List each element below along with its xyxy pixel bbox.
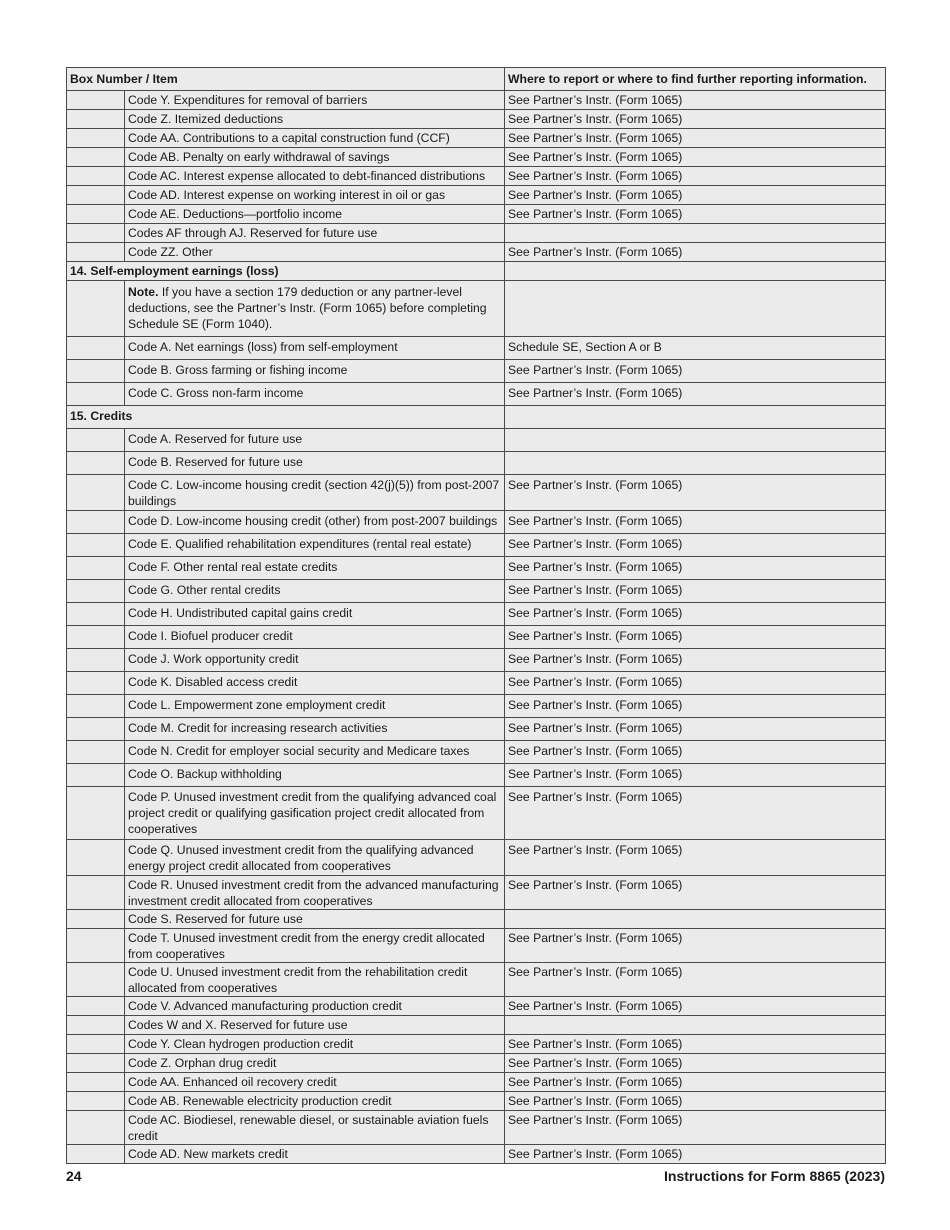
column-header-item: Box Number / Item — [67, 68, 505, 91]
item-cell: Codes W and X. Reserved for future use — [125, 1016, 505, 1035]
where-cell — [505, 429, 886, 452]
where-cell: See Partner’s Instr. (Form 1065) — [505, 360, 886, 383]
item-cell: Code G. Other rental credits — [125, 580, 505, 603]
item-cell: Code D. Low-income housing credit (other) from post-2007 buildings — [125, 511, 505, 534]
item-cell: Code F. Other rental real estate credits — [125, 557, 505, 580]
where-cell: See Partner’s Instr. (Form 1065) — [505, 167, 886, 186]
item-cell: Code AD. New markets credit — [125, 1145, 505, 1164]
where-cell: See Partner’s Instr. (Form 1065) — [505, 534, 886, 557]
footer-title: Instructions for Form 8865 (2023) — [664, 1168, 885, 1184]
where-cell: See Partner’s Instr. (Form 1065) — [505, 741, 886, 764]
where-cell: See Partner’s Instr. (Form 1065) — [505, 1035, 886, 1054]
table-row — [67, 110, 886, 129]
item-cell: Code AC. Biodiesel, renewable diesel, or sustainable aviation fuels credit — [125, 1111, 505, 1145]
note-row — [67, 281, 886, 337]
item-cell: Code P. Unused investment credit from the qualifying advanced coal project credit or qualifying gasification project credit allocated from cooperatives — [125, 787, 505, 840]
where-cell: See Partner’s Instr. (Form 1065) — [505, 626, 886, 649]
item-cell: Code AC. Interest expense allocated to debt-financed distributions — [125, 167, 505, 186]
item-cell: Code B. Gross farming or fishing income — [125, 360, 505, 383]
table-row — [67, 1145, 886, 1164]
table-row — [67, 167, 886, 186]
item-cell: Code K. Disabled access credit — [125, 672, 505, 695]
table-row — [67, 997, 886, 1016]
note-label: Note. — [128, 285, 159, 299]
table-row — [67, 580, 886, 603]
table-row — [67, 1016, 886, 1035]
where-cell: See Partner’s Instr. (Form 1065) — [505, 475, 886, 511]
item-cell: Code AA. Enhanced oil recovery credit — [125, 1073, 505, 1092]
table-row — [67, 603, 886, 626]
where-cell: Schedule SE, Section A or B — [505, 337, 886, 360]
where-cell: See Partner’s Instr. (Form 1065) — [505, 929, 886, 963]
where-cell: See Partner’s Instr. (Form 1065) — [505, 840, 886, 876]
item-cell: Code S. Reserved for future use — [125, 910, 505, 929]
where-cell: See Partner’s Instr. (Form 1065) — [505, 110, 886, 129]
reporting-table — [66, 67, 886, 1164]
item-cell: Code J. Work opportunity credit — [125, 649, 505, 672]
table-row — [67, 840, 886, 876]
where-cell — [505, 281, 886, 337]
where-cell — [505, 262, 886, 281]
where-cell: See Partner’s Instr. (Form 1065) — [505, 787, 886, 840]
table-row — [67, 1073, 886, 1092]
section-15-title: 15. Credits — [67, 406, 505, 429]
section-14-title: 14. Self-employment earnings (loss) — [67, 262, 505, 281]
item-cell: Code U. Unused investment credit from the rehabilitation credit allocated from cooperatives — [125, 963, 505, 997]
item-cell: Code B. Reserved for future use — [125, 452, 505, 475]
table-row — [67, 224, 886, 243]
table-row — [67, 534, 886, 557]
where-cell: See Partner’s Instr. (Form 1065) — [505, 205, 886, 224]
where-cell: See Partner’s Instr. (Form 1065) — [505, 603, 886, 626]
item-cell: Code AA. Contributions to a capital construction fund (CCF) — [125, 129, 505, 148]
where-cell: See Partner’s Instr. (Form 1065) — [505, 186, 886, 205]
item-cell: Code L. Empowerment zone employment credit — [125, 695, 505, 718]
table-row — [67, 929, 886, 963]
table-row — [67, 243, 886, 262]
item-cell: Code C. Low-income housing credit (section 42(j)(5)) from post-2007 buildings — [125, 475, 505, 511]
table-row — [67, 148, 886, 167]
where-cell: See Partner’s Instr. (Form 1065) — [505, 1073, 886, 1092]
item-cell: Code Z. Itemized deductions — [125, 110, 505, 129]
where-cell: See Partner’s Instr. (Form 1065) — [505, 997, 886, 1016]
item-cell: Code AD. Interest expense on working interest in oil or gas — [125, 186, 505, 205]
where-cell: See Partner’s Instr. (Form 1065) — [505, 649, 886, 672]
where-cell: See Partner’s Instr. (Form 1065) — [505, 557, 886, 580]
table-row — [67, 963, 886, 997]
where-cell: See Partner’s Instr. (Form 1065) — [505, 1054, 886, 1073]
item-cell: Code AE. Deductions—portfolio income — [125, 205, 505, 224]
table-row — [67, 626, 886, 649]
where-cell — [505, 406, 886, 429]
where-cell — [505, 224, 886, 243]
item-cell: Code T. Unused investment credit from the energy credit allocated from cooperatives — [125, 929, 505, 963]
table-row — [67, 1054, 886, 1073]
item-cell: Code E. Qualified rehabilitation expenditures (rental real estate) — [125, 534, 505, 557]
item-cell: Code AB. Penalty on early withdrawal of savings — [125, 148, 505, 167]
table-row — [67, 649, 886, 672]
table-row — [67, 186, 886, 205]
where-cell: See Partner’s Instr. (Form 1065) — [505, 511, 886, 534]
where-cell: See Partner’s Instr. (Form 1065) — [505, 672, 886, 695]
where-cell: See Partner’s Instr. (Form 1065) — [505, 383, 886, 406]
item-cell: Code Y. Clean hydrogen production credit — [125, 1035, 505, 1054]
where-cell — [505, 452, 886, 475]
table-row — [67, 1111, 886, 1145]
item-cell: Codes AF through AJ. Reserved for future use — [125, 224, 505, 243]
table-row — [67, 910, 886, 929]
table-row — [67, 383, 886, 406]
item-cell: Code V. Advanced manufacturing production credit — [125, 997, 505, 1016]
table-row — [67, 475, 886, 511]
item-cell: Code Y. Expenditures for removal of barriers — [125, 91, 505, 110]
item-cell: Code C. Gross non-farm income — [125, 383, 505, 406]
table-row — [67, 787, 886, 840]
table-row — [67, 452, 886, 475]
item-cell: Code ZZ. Other — [125, 243, 505, 262]
table-header-row — [67, 68, 886, 91]
where-cell: See Partner’s Instr. (Form 1065) — [505, 129, 886, 148]
item-cell: Code AB. Renewable electricity production credit — [125, 1092, 505, 1111]
section-heading-row — [67, 406, 886, 429]
where-cell: See Partner’s Instr. (Form 1065) — [505, 580, 886, 603]
where-cell: See Partner’s Instr. (Form 1065) — [505, 1145, 886, 1164]
table-row — [67, 1092, 886, 1111]
table-row — [67, 360, 886, 383]
item-cell: Code M. Credit for increasing research activities — [125, 718, 505, 741]
table-row — [67, 337, 886, 360]
note-text: If you have a section 179 deduction or any partner-level deductions, see the Partner’s Instr. (Form 1065) before completing Schedule SE (Form 1040). — [128, 285, 487, 331]
page-number: 24 — [66, 1168, 82, 1184]
item-cell: Code I. Biofuel producer credit — [125, 626, 505, 649]
table-row — [67, 129, 886, 148]
where-cell — [505, 1016, 886, 1035]
where-cell: See Partner’s Instr. (Form 1065) — [505, 963, 886, 997]
table-row — [67, 429, 886, 452]
where-cell: See Partner’s Instr. (Form 1065) — [505, 1092, 886, 1111]
table-row — [67, 718, 886, 741]
section-heading-row — [67, 262, 886, 281]
where-cell: See Partner’s Instr. (Form 1065) — [505, 876, 886, 910]
item-cell: Code O. Backup withholding — [125, 764, 505, 787]
where-cell: See Partner’s Instr. (Form 1065) — [505, 1111, 886, 1145]
where-cell: See Partner’s Instr. (Form 1065) — [505, 243, 886, 262]
note-cell — [125, 281, 505, 337]
where-cell: See Partner’s Instr. (Form 1065) — [505, 91, 886, 110]
where-cell — [505, 910, 886, 929]
where-cell: See Partner’s Instr. (Form 1065) — [505, 148, 886, 167]
table-row — [67, 764, 886, 787]
where-cell: See Partner’s Instr. (Form 1065) — [505, 718, 886, 741]
table-row — [67, 672, 886, 695]
table-row — [67, 557, 886, 580]
table-row — [67, 205, 886, 224]
item-cell: Code Q. Unused investment credit from the qualifying advanced energy project credit allocated from cooperatives — [125, 840, 505, 876]
item-cell: Code R. Unused investment credit from the advanced manufacturing investment credit allocated from cooperatives — [125, 876, 505, 910]
table-row — [67, 695, 886, 718]
table-row — [67, 876, 886, 910]
table-row — [67, 511, 886, 534]
item-cell: Code Z. Orphan drug credit — [125, 1054, 505, 1073]
item-cell: Code A. Net earnings (loss) from self-employment — [125, 337, 505, 360]
item-cell: Code H. Undistributed capital gains credit — [125, 603, 505, 626]
table-row — [67, 91, 886, 110]
where-cell: See Partner’s Instr. (Form 1065) — [505, 695, 886, 718]
table-row — [67, 741, 886, 764]
table-row — [67, 1035, 886, 1054]
where-cell: See Partner’s Instr. (Form 1065) — [505, 764, 886, 787]
column-header-where: Where to report or where to find further reporting information. — [505, 68, 886, 91]
item-cell: Code N. Credit for employer social security and Medicare taxes — [125, 741, 505, 764]
item-cell: Code A. Reserved for future use — [125, 429, 505, 452]
